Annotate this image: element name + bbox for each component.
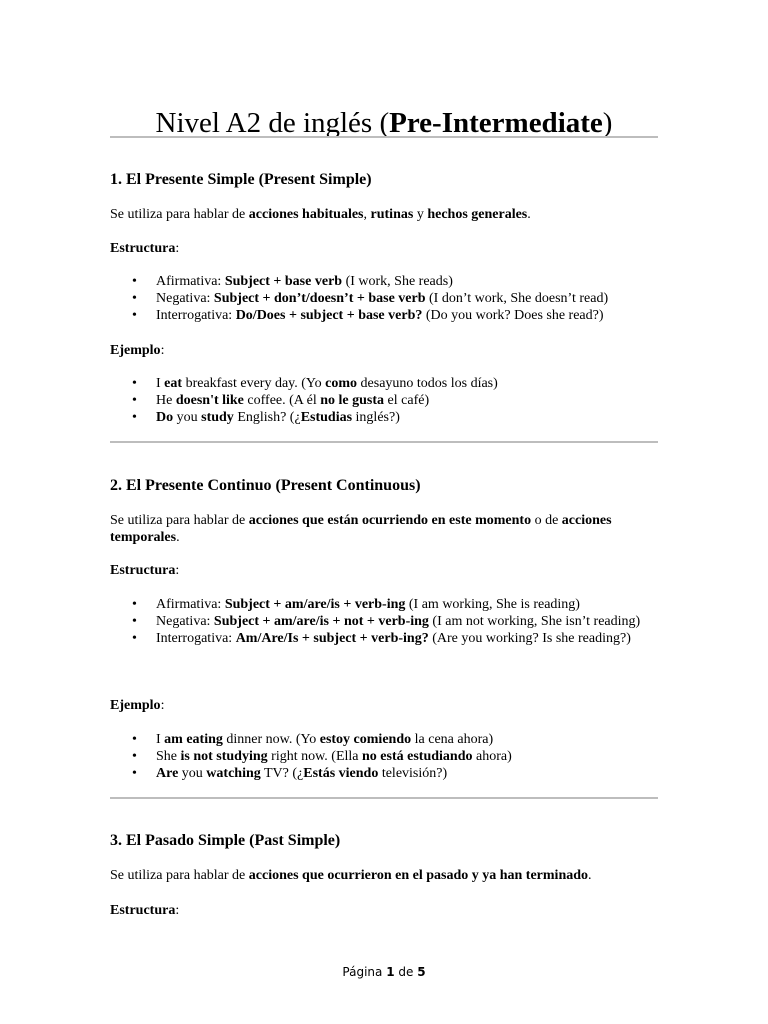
- footer-current-page: 1: [386, 965, 395, 979]
- example-label-text: Ejemplo: [110, 698, 161, 713]
- text-run: .: [588, 868, 592, 883]
- bold-text: no está estudiando: [362, 749, 473, 764]
- title-level: Pre-Intermediate: [389, 107, 603, 140]
- list-item: [110, 765, 658, 782]
- bold-text: am eating: [164, 732, 223, 747]
- text-run: (I work, She reads): [342, 274, 453, 289]
- text-run: coffee. (A él: [243, 393, 321, 408]
- text-run: desayuno todos los días): [357, 376, 498, 391]
- text-run: (Are you working? Is she reading?): [428, 631, 631, 646]
- bold-text: como: [325, 376, 358, 391]
- bold-text: Am/Are/Is + subject + verb-ing?: [235, 631, 429, 646]
- list-item: [110, 630, 658, 647]
- bold-text: eat: [164, 376, 183, 391]
- bold-text: study: [201, 410, 234, 425]
- bold-text: acciones habituales: [248, 207, 364, 222]
- text-run: Se utiliza para hablar de: [110, 513, 249, 528]
- section-1-intro: [110, 206, 658, 223]
- list-item: [110, 273, 658, 290]
- section-2-example-label: Ejemplo:: [110, 698, 165, 713]
- page-footer: [0, 964, 768, 980]
- bold-text: Estás viendo: [303, 766, 379, 781]
- section-2-heading: 2. El Presente Continuo (Present Continuous): [110, 477, 421, 494]
- section-1-structure-label: Estructura:: [110, 241, 180, 256]
- list-item: [110, 290, 658, 307]
- text-run: .: [527, 207, 531, 222]
- text-run: ahora): [472, 749, 512, 764]
- bold-text: rutinas: [370, 207, 414, 222]
- text-run: right now. (Ella: [267, 749, 363, 764]
- section-2-intro: [110, 512, 658, 546]
- text-run: English? (¿: [233, 410, 301, 425]
- list-item: [110, 307, 658, 324]
- text-run: inglés?): [352, 410, 400, 425]
- text-run: o de: [531, 513, 562, 528]
- section-1-structure-list: [110, 273, 658, 324]
- section-1-example-list: [110, 375, 658, 426]
- bold-text: Subject + base verb: [224, 274, 343, 289]
- section-divider: [110, 441, 658, 443]
- text-run: .: [176, 530, 180, 545]
- text-run: televisión?): [378, 766, 448, 781]
- bold-text: is not studying: [180, 749, 268, 764]
- bold-text: Subject + am/are/is + verb-ing: [224, 597, 406, 612]
- bold-text: Subject + am/are/is + not + verb-ing: [213, 614, 429, 629]
- text-run: breakfast every day. (Yo: [182, 376, 326, 391]
- section-3-intro: [110, 867, 658, 884]
- structure-label-text: Estructura: [110, 903, 176, 918]
- list-item: [110, 748, 658, 765]
- text-run: la cena ahora): [411, 732, 494, 747]
- text-run: I: [156, 376, 165, 391]
- bold-text: Estudias: [300, 410, 353, 425]
- text-run: Se utiliza para hablar de: [110, 207, 249, 222]
- bold-text: doesn't like: [175, 393, 244, 408]
- text-run: Negativa:: [156, 291, 214, 306]
- section-1-heading: 1. El Presente Simple (Present Simple): [110, 171, 372, 188]
- text-run: Afirmativa:: [156, 597, 225, 612]
- bold-text: acciones que ocurrieron en el pasado y ya han terminado: [248, 868, 589, 883]
- bold-text: estoy comiendo: [319, 732, 412, 747]
- text-run: She: [156, 749, 181, 764]
- bold-text: acciones que están ocurriendo en este momento: [248, 513, 532, 528]
- text-run: el café): [384, 393, 430, 408]
- bold-text: Do: [156, 410, 174, 425]
- section-3-heading: 3. El Pasado Simple (Past Simple): [110, 832, 341, 849]
- text-run: (Do you work? Does she read?): [422, 308, 604, 323]
- list-item: [110, 731, 658, 748]
- section-2-structure-list: [110, 596, 658, 647]
- list-item: [110, 613, 658, 630]
- bold-text: Do/Does + subject + base verb?: [235, 308, 423, 323]
- example-label-text: Ejemplo: [110, 343, 161, 358]
- bold-text: Are: [156, 766, 179, 781]
- title-prefix: Nivel A2 de inglés (: [155, 107, 390, 140]
- footer-of-label: de: [398, 965, 414, 979]
- text-run: Afirmativa:: [156, 274, 225, 289]
- list-item: [110, 596, 658, 613]
- list-item: [110, 375, 658, 392]
- text-run: (I am not working, She isn’t reading): [428, 614, 641, 629]
- text-run: TV? (¿: [260, 766, 304, 781]
- bold-text: Subject + don’t/doesn’t + base verb: [213, 291, 426, 306]
- bold-text: watching: [206, 766, 261, 781]
- structure-label-text: Estructura: [110, 241, 176, 256]
- text-run: dinner now. (Yo: [222, 732, 320, 747]
- text-run: you: [173, 410, 202, 425]
- bold-text: hechos generales: [427, 207, 528, 222]
- footer-total-pages: 5: [417, 965, 426, 979]
- text-run: (I don’t work, She doesn’t read): [425, 291, 609, 306]
- section-2-example-list: [110, 731, 658, 782]
- title-divider: [110, 136, 658, 138]
- footer-page-label: Página: [342, 965, 383, 979]
- text-run: He: [156, 393, 176, 408]
- section-1-example-label: Ejemplo:: [110, 343, 165, 358]
- section-divider: [110, 797, 658, 799]
- text-run: Interrogativa:: [156, 631, 236, 646]
- list-item: [110, 409, 658, 426]
- text-run: Se utiliza para hablar de: [110, 868, 249, 883]
- structure-label-text: Estructura: [110, 563, 176, 578]
- text-run: you: [178, 766, 207, 781]
- list-item: [110, 392, 658, 409]
- text-run: Negativa:: [156, 614, 214, 629]
- title-suffix: ): [602, 107, 613, 140]
- bold-text: acciones temporales: [110, 513, 612, 545]
- text-run: I: [156, 732, 165, 747]
- text-run: (I am working, She is reading): [405, 597, 580, 612]
- text-run: ,: [363, 207, 371, 222]
- bold-text: no le gusta: [320, 393, 385, 408]
- text-run: Interrogativa:: [156, 308, 236, 323]
- text-run: y: [413, 207, 428, 222]
- section-3-structure-label: Estructura:: [110, 903, 180, 918]
- section-2-structure-label: Estructura:: [110, 563, 180, 578]
